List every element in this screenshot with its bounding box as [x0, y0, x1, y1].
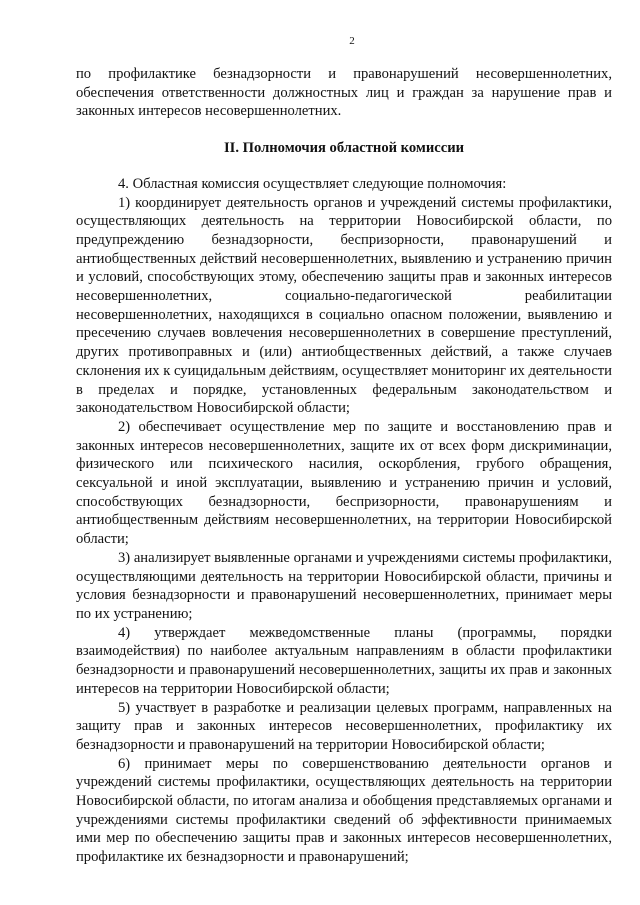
page-number: 2: [349, 35, 355, 47]
list-item-6: 6) принимает меры по совершенствованию деятельности органов и учреждений системы профилактики, осуществляющих деятельность на территории Новосибирской области, по итогам анализа и обобщения представляемых органами и учреждениями системы профилактики сведений об эффективности принимаемых ими мер по обеспечению защиты прав и законных интересов несовершеннолетних, профилактике их безнадзорности и правонарушений;: [76, 755, 612, 866]
list-item-1: 1) координирует деятельность органов и учреждений системы профилактики, осуществляющих деятельность на территории Новосибирской области, по предупреждению безнадзорности, беспризорности, правонарушений и антиобщественных действий несовершеннолетних, выявлению и устранению причин и условий, способствующих этому, обеспечению защиты прав и законных интересов несовершеннолетних, социально-педагогической реабилитации несовершеннолетних, находящихся в социально опасном положении, выявлению и пресечению случаев вовлечения несовершеннолетних в совершение преступлений, других противоправных и (или) антиобщественных действий, а также случаев склонения их к суицидальным действиям, осуществляет мониторинг их деятельности в пределах и порядке, установленных федеральным законодательством и законодательством Новосибирской области;: [76, 194, 612, 417]
section-heading: II. Полномочия областной комиссии: [223, 140, 465, 157]
paragraph-continuation: по профилактике безнадзорности и правонарушений несовершеннолетних, обеспечения ответственности должностных лиц и граждан за нарушение прав и законных интересов несовершеннолетних.: [76, 66, 612, 120]
list-item-4: 4) утверждает межведомственные планы (программы, порядки взаимодействия) по наиболее актуальным направлениям в области профилактики безнадзорности и правонарушений несовершеннолетних, защиты их прав и законных интересов на территории Новосибирской области;: [76, 624, 612, 697]
paragraph-intro: 4. Областная комиссия осуществляет следующие полномочия:: [118, 175, 507, 192]
list-item-5: 5) участвует в разработке и реализации целевых программ, направленных на защиту прав и законных интересов несовершеннолетних, профилактику их безнадзорности и правонарушений на территории Новосибирской области;: [76, 699, 612, 753]
list-item-2: 2) обеспечивает осуществление мер по защите и восстановлению прав и законных интересов несовершеннолетних, защите их от всех форм дискриминации, физического или психического насилия, оскорбления, грубого обращения, сексуальной и иной эксплуатации, выявлению и устранению причин и условий, способствующих безнадзорности, беспризорности, правонарушениям и антиобщественным действиям несовершеннолетних, на территории Новосибирской области;: [76, 418, 612, 548]
list-item-3: 3) анализирует выявленные органами и учреждениями системы профилактики, осуществляющими деятельность на территории Новосибирской области, причины и условия безнадзорности и правонарушений несовершеннолетних, принимает меры по их устранению;: [76, 549, 612, 622]
